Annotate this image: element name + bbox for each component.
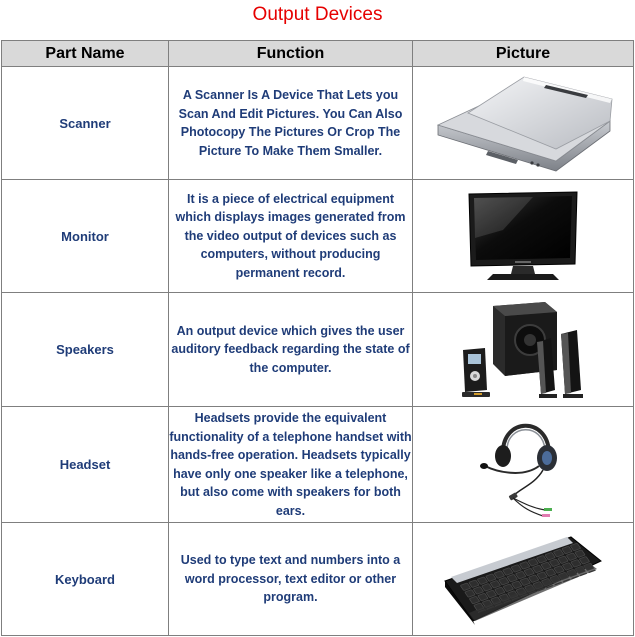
function-monitor: It is a piece of electrical equipment which displays images generated from the video output of devices such as computers, without producing permanent record. [169, 180, 413, 293]
table-row [2, 407, 634, 523]
page-title: Output Devices [252, 4, 383, 25]
picture-cell-headset [413, 407, 634, 523]
column-header-function: Function [169, 41, 413, 67]
table-row [2, 67, 634, 180]
table-row [2, 523, 634, 636]
function-scanner: A Scanner Is A Device That Lets you Scan And Edit Pictures. You Can Also Photocopy The Pictures Or Crop The Picture To Make Them Smaller. [169, 67, 413, 180]
table-row [2, 293, 634, 407]
output-devices-table [1, 40, 634, 636]
picture-cell-keyboard [413, 523, 634, 636]
table-header-row [2, 41, 634, 67]
column-header-picture: Picture [413, 41, 634, 67]
function-headset: Headsets provide the equivalent functionality of a telephone handset with hands-free operation. Headsets typically have only one speaker like a telephone, but also come with speakers for both ears. [169, 407, 413, 523]
flatbed-scanner-icon [413, 73, 633, 173]
picture-cell-speakers [413, 293, 634, 407]
part-name-scanner: Scanner [2, 67, 169, 180]
function-speakers: An output device which gives the user auditory feedback regarding the state of the computer. [169, 293, 413, 407]
function-keyboard: Used to type text and numbers into a word processor, text editor or other program. [169, 523, 413, 636]
speakers-icon [413, 298, 633, 402]
picture-cell-monitor [413, 180, 634, 293]
part-name-monitor: Monitor [2, 180, 169, 293]
part-name-speakers: Speakers [2, 293, 169, 407]
picture-cell-scanner [413, 67, 634, 180]
part-name-headset: Headset [2, 407, 169, 523]
keyboard-icon [413, 531, 633, 627]
table-row [2, 180, 634, 293]
part-name-keyboard: Keyboard [2, 523, 169, 636]
column-header-part-name: Part Name [2, 41, 169, 67]
headset-icon [413, 412, 633, 518]
lcd-monitor-icon [413, 190, 633, 282]
